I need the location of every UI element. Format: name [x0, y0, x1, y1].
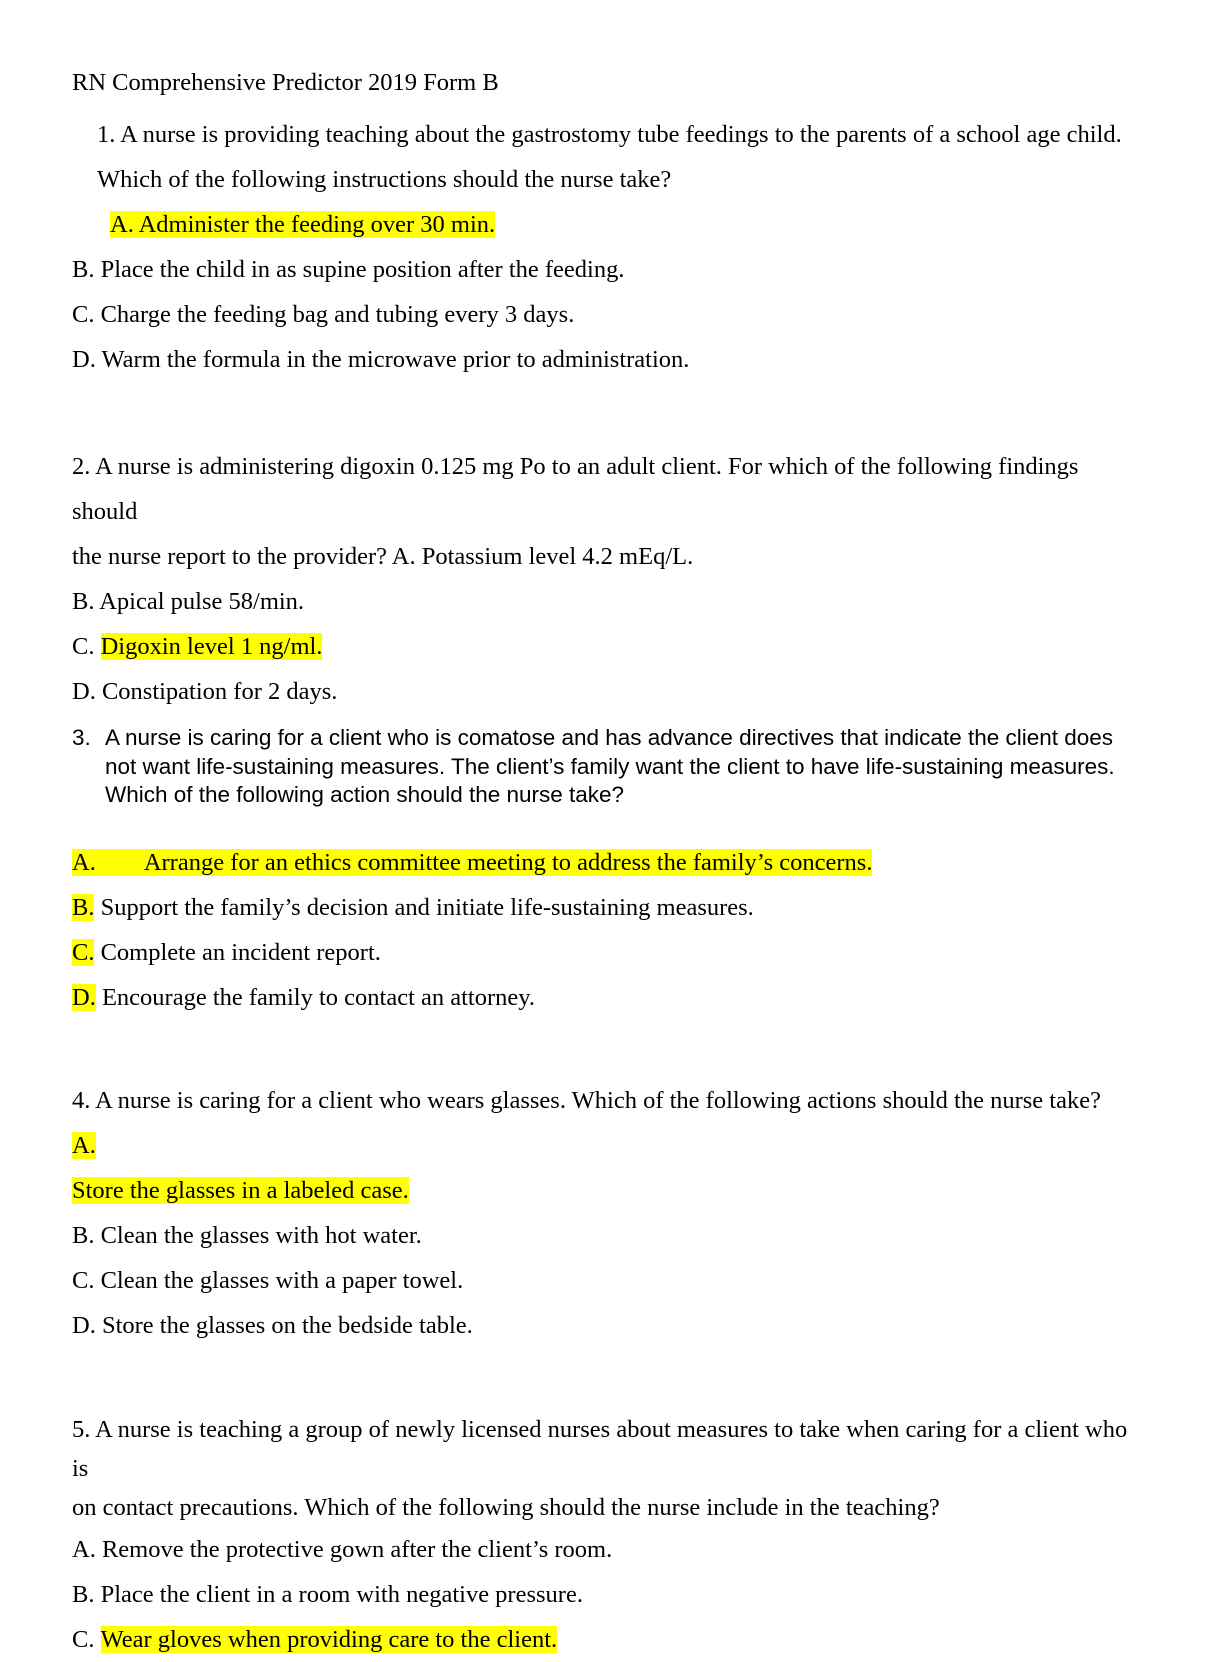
question-3-option-a[interactable]: [72, 840, 1128, 885]
spacer-question-3-options: [72, 810, 1128, 840]
question-2-stem-line-1: 2. A nurse is administering digoxin 0.125 mg Po to an adult client. For which of the following findings should: [72, 453, 1079, 525]
question-4-option-d[interactable]: D. Store the glasses on the bedside table.: [72, 1311, 473, 1339]
spacer-after-question-3: [72, 1020, 1128, 1078]
question-3-number: 3.: [72, 725, 91, 750]
question-4-option-a-text: Store the glasses in a labeled case.: [72, 1176, 409, 1204]
question-5-block: [72, 1410, 1128, 1662]
question-2-option-c[interactable]: [72, 624, 1128, 669]
question-4-option-b[interactable]: B. Clean the glasses with hot water.: [72, 1221, 422, 1249]
question-3-stem: [72, 724, 1128, 810]
question-2-option-d[interactable]: D. Constipation for 2 days.: [72, 678, 338, 705]
question-2-option-b[interactable]: B. Apical pulse 58/min.: [72, 588, 305, 615]
question-3-option-a-letter: A.: [72, 848, 96, 876]
question-3-option-d-letter: D.: [72, 983, 96, 1011]
question-5-stem-line-1: 5. A nurse is teaching a group of newly licensed nurses about measures to take when caring for a client who is: [72, 1415, 1128, 1482]
question-3-option-d[interactable]: [72, 975, 1128, 1020]
question-5-option-c-letter: C.: [72, 1625, 95, 1653]
question-3-option-a-text: Arrange for an ethics committee meeting to address the family’s concerns.: [143, 848, 873, 876]
spacer-after-question-2: [72, 714, 1128, 722]
question-4-option-a-letter: A.: [72, 1131, 96, 1159]
question-1-option-c[interactable]: C. Charge the feeding bag and tubing every 3 days.: [72, 301, 575, 328]
document-title: RN Comprehensive Predictor 2019 Form B: [72, 69, 499, 96]
question-2-option-c-letter: C.: [72, 633, 95, 660]
question-3-option-d-text: Encourage the family to contact an attorney.: [101, 983, 536, 1011]
question-4-block: [72, 1078, 1128, 1348]
question-4-option-a-wrapped[interactable]: [72, 1168, 1128, 1213]
question-5-stem-line-2: on contact precautions. Which of the following should the nurse include in the teaching?: [72, 1493, 940, 1521]
question-1-option-a-text: A. Administer the feeding over 30 min.: [110, 211, 496, 238]
question-3-block: [72, 724, 1128, 1020]
question-3-option-b-text: Support the family’s decision and initiate life-sustaining measures.: [100, 893, 754, 921]
question-5-option-c-text: Wear gloves when providing care to the client.: [100, 1625, 558, 1653]
question-5-option-a[interactable]: A. Remove the protective gown after the client’s room.: [72, 1535, 613, 1563]
question-1-option-d[interactable]: D. Warm the formula in the microwave prior to administration.: [72, 346, 690, 373]
question-3-stem-text: A nurse is caring for a client who is comatose and has advance directives that indicate the client does not want life-sustaining measures. The client’s family want the client to have life-sustaining measures. Which of the following action should the nurse take?: [105, 725, 1115, 807]
spacer-after-question-1: [72, 382, 1128, 444]
spacer-after-question-4: [72, 1348, 1128, 1410]
question-3-option-c-letter: C.: [72, 938, 95, 966]
question-3-option-b-letter: B.: [72, 893, 95, 921]
question-2-block: [72, 444, 1128, 714]
question-2-option-c-text: Digoxin level 1 ng/ml.: [100, 633, 323, 660]
question-4-stem-text: 4. A nurse is caring for a client who wears glasses. Which of the following actions should the nurse take?: [72, 1086, 1101, 1114]
question-3-option-c-text: Complete an incident report.: [100, 938, 381, 966]
question-3-option-a-inner: [72, 849, 872, 876]
question-3-option-b[interactable]: [72, 885, 1128, 930]
question-2-stem-line-2: the nurse report to the provider? A. Potassium level 4.2 mEq/L.: [72, 543, 694, 570]
question-1-option-b[interactable]: B. Place the child in as supine position after the feeding.: [72, 256, 625, 283]
question-5-option-b[interactable]: B. Place the client in a room with negative pressure.: [72, 1580, 583, 1608]
question-3-option-c[interactable]: [72, 930, 1128, 975]
question-1-block: [72, 112, 1128, 382]
question-1-stem-line-1: 1. A nurse is providing teaching about the gastrostomy tube feedings to the parents of a school age child.: [97, 121, 1122, 148]
question-1-option-a[interactable]: [72, 202, 1128, 247]
question-1-stem-line-2: Which of the following instructions should the nurse take?: [97, 166, 672, 193]
question-4-stem: [72, 1078, 1128, 1168]
question-5-option-c[interactable]: [72, 1617, 1128, 1662]
question-4-option-c[interactable]: C. Clean the glasses with a paper towel.: [72, 1266, 464, 1294]
